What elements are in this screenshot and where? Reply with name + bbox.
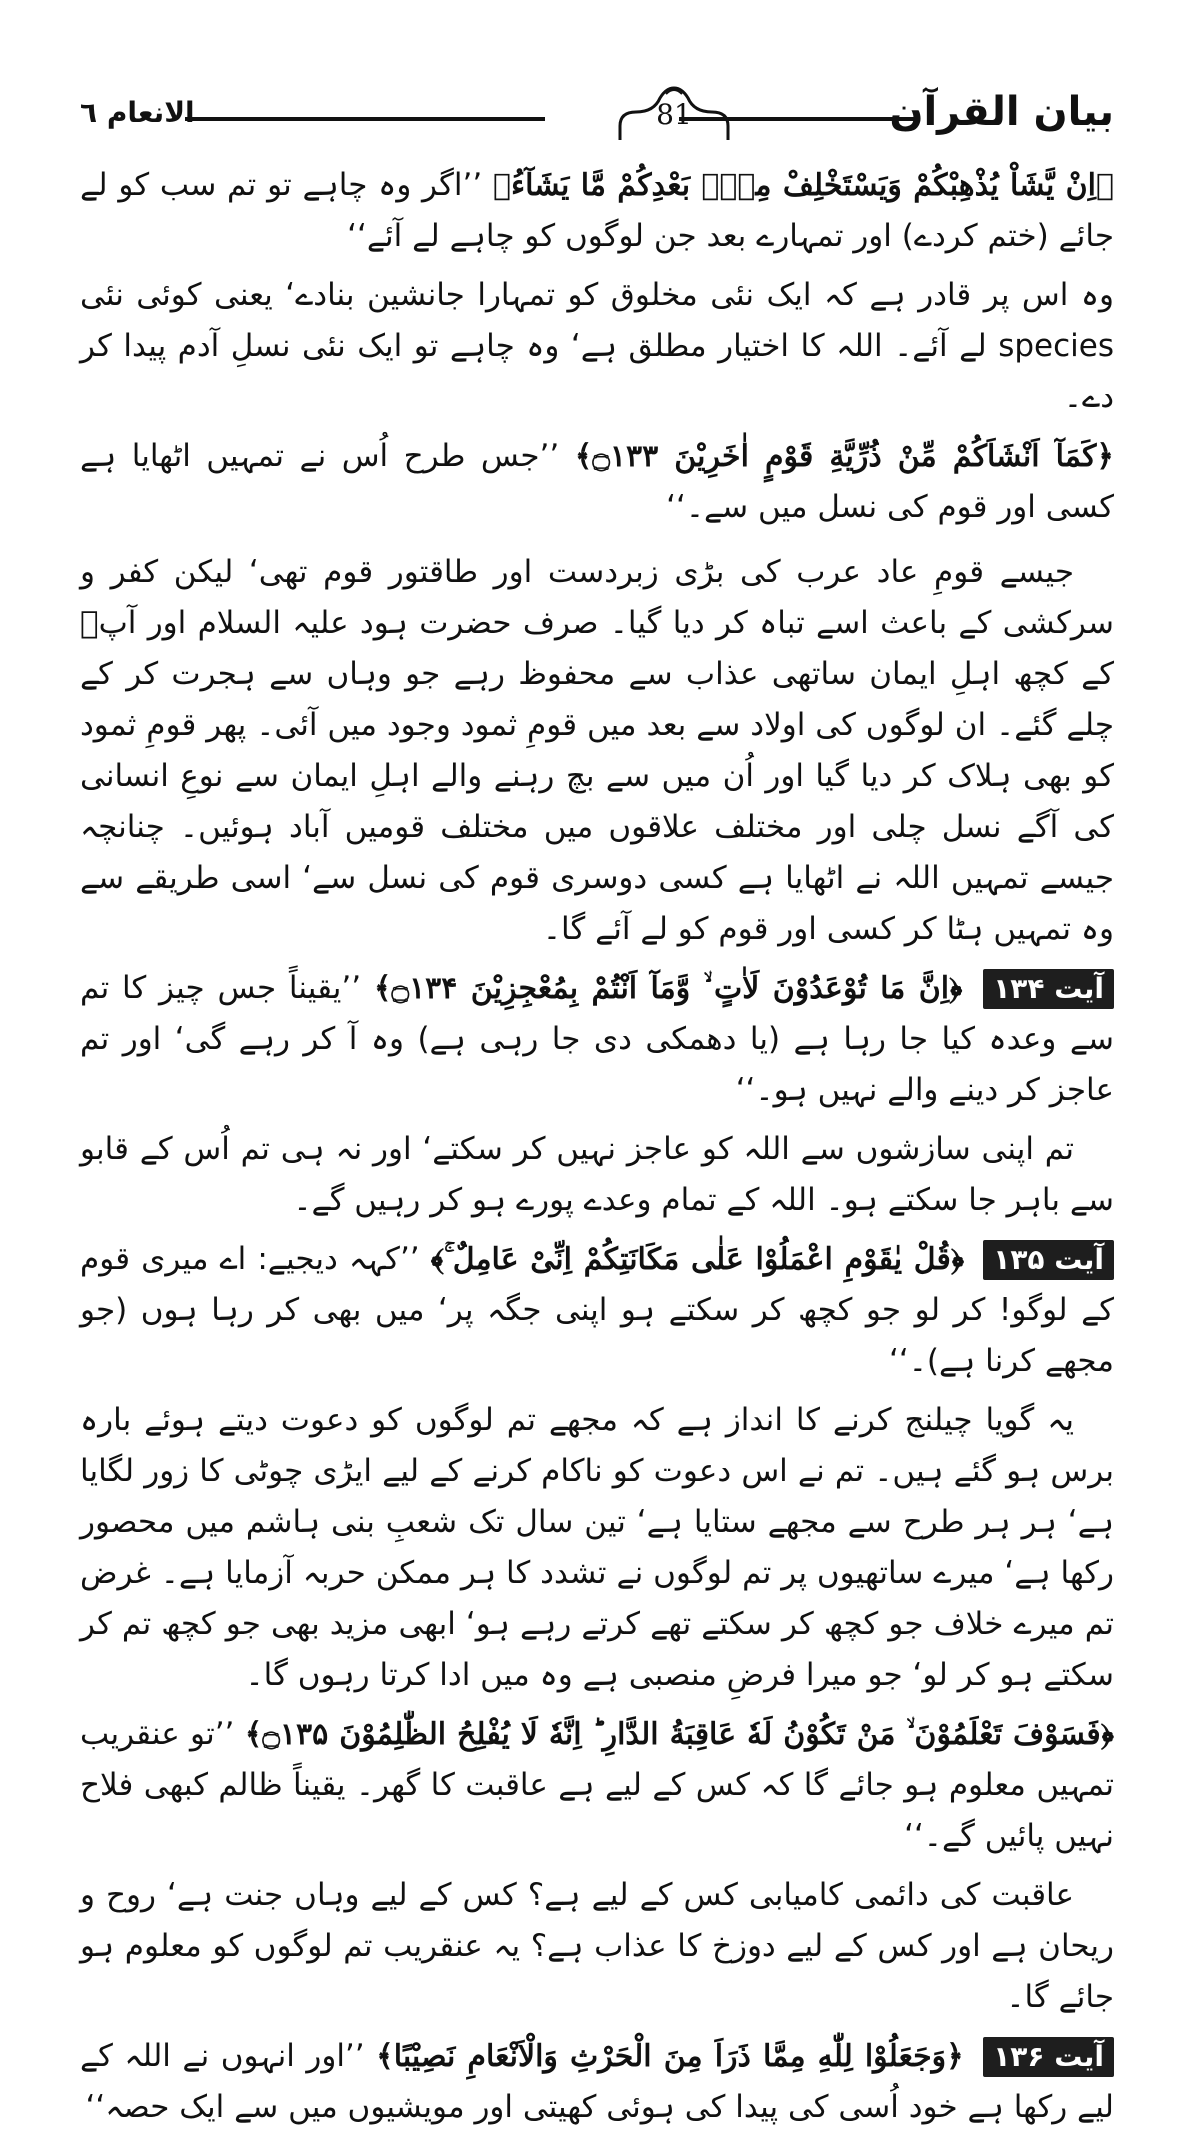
quran-verse-block xyxy=(80,2031,1114,2133)
quran-verse-block xyxy=(80,963,1114,1116)
ayah-number-tag: آیت ۱۳۴ xyxy=(983,969,1114,1009)
commentary-paragraph: جیسے قومِ عاد عرب کی بڑی زبردست اور طاقتور قوم تھی‘ لیکن کفر و سرکشی کے باعث اسے تباہ کر دیا گیا۔ صرف حضرت ہود علیہ السلام اور آپؑ کے کچھ اہلِ ایمان ساتھی عذاب سے محفوظ رہے جو وہاں سے ہجرت کر کے چلے گئے۔ ان لوگوں کی اولاد سے بعد میں قومِ ثمود وجود میں آئی۔ پھر قومِ ثمود کو بھی ہلاک کر دیا گیا اور اُن میں سے بچ رہنے والے اہلِ ایمان سے نوعِ انسانی کی آگے نسل چلی اور مختلف علاقوں میں مختلف قومیں آباد ہوئیں۔ چنانچہ جیسے تمہیں اللہ نے اٹھایا ہے کسی دوسری قوم کی نسل سے‘ اسی طریقے سے وہ تمہیں ہٹا کر کسی اور قوم کو لے آئے گا۔ xyxy=(80,554,1114,947)
verse-translation: ’’کہہ دیجیے: اے میری قوم کے لوگو! کر لو جو کچھ کر سکتے ہو اپنی جگہ پر‘ میں بھی کر رہا ہوں (جو مجھے کرنا ہے)۔‘‘ xyxy=(80,1241,1114,1379)
verse-translation: ’’تو عنقریب تمہیں معلوم ہو جائے گا کہ کس کے لیے ہے عاقبت کا گھر۔ یقیناً ظالم کبھی فلاح نہیں پائیں گے۔‘‘ xyxy=(80,1716,1114,1854)
quran-verse-block xyxy=(80,1709,1114,1862)
quran-verse-block xyxy=(80,1234,1114,1387)
page-number-badge xyxy=(614,86,734,146)
surah-name: الانعام ٦ xyxy=(80,96,195,129)
verse-translation: ’’یقیناً جس چیز کا تم سے وعدہ کیا جا رہا ہے (یا دھمکی دی جا رہی ہے) وہ آ کر رہے گی‘ اور تم عاجز کر دینے والے نہیں ہو۔‘‘ xyxy=(80,970,1114,1108)
arabic-verse: ﴿اِنَّ مَا تُوْعَدُوْنَ لَاٰتٍ ۙ وَّمَآ اَنْتُمْ بِمُعْجِزِیْنَ ۝۱۳۴﴾ xyxy=(373,971,963,1006)
arabic-verse: ﴿اِنْ یَّشَاْ یُذْهِبْكُمْ وَیَسْتَخْلِفْ مِنْۢ بَعْدِكُمْ مَّا یَشَآءُ﴾ xyxy=(493,168,1114,203)
arabic-verse: ﴿قُلْ یٰقَوْمِ اعْمَلُوْا عَلٰی مَكَانَتِكُمْ اِنِّیْ عَامِلٌ ۚ﴾ xyxy=(430,1242,965,1277)
arabic-verse: ﴿كَمَآ اَنْشَاَكُمْ مِّنْ ذُرِّیَّةِ قَوْمٍ اٰخَرِیْنَ ۝۱۳۳﴾ xyxy=(574,439,1114,474)
verse-translation: ’’اور انہوں نے اللہ کے لیے رکھا ہے خود اُسی کی پیدا کی ہوئی کھیتی اور مویشیوں میں سے ایک حصہ‘‘ xyxy=(80,2038,1114,2125)
header-rule-left xyxy=(185,117,545,121)
page-number: 81 xyxy=(656,98,692,131)
commentary-paragraph: وہ اس پر قادر ہے کہ ایک نئی مخلوق کو تمہارا جانشین بنادے‘ یعنی کوئی نئی species لے آئے۔ اللہ کا اختیار مطلق ہے‘ وہ چاہے تو ایک نئی نسلِ آدم پیدا کر دے۔ xyxy=(80,277,1114,415)
ayah-number-tag: آیت ۱۳۶ xyxy=(983,2037,1114,2077)
page-body xyxy=(80,160,1114,2133)
verse-translation: ’’اگر وہ چاہے تو تم سب کو لے جائے (ختم کردے) اور تمہارے بعد جن لوگوں کو چاہے لے آئے‘‘ xyxy=(80,167,1114,254)
arabic-verse: ﴿وَجَعَلُوْا لِلّٰهِ مِمَّا ذَرَاَ مِنَ الْحَرْثِ وَالْاَنْعَامِ نَصِیْبًا﴾ xyxy=(376,2039,964,2074)
quran-verse-block xyxy=(80,160,1114,262)
commentary-paragraph: تم اپنی سازشوں سے اللہ کو عاجز نہیں کر سکتے‘ اور نہ ہی تم اُس کے قابو سے باہر جا سکتے ہو۔ اللہ کے تمام وعدے پورے ہو کر رہیں گے۔ xyxy=(80,1131,1114,1218)
verse-translation: ’’جس طرح اُس نے تمہیں اٹھایا ہے کسی اور قوم کی نسل میں سے۔‘‘ xyxy=(80,438,1114,525)
arabic-verse: ﴿فَسَوْفَ تَعْلَمُوْنَ ۙ مَنْ تَكُوْنُ لَهٗ عَاقِبَةُ الدَّارِ ؕ اِنَّهٗ لَا یُفْلِحُ الظّٰلِمُوْنَ ۝۱۳۵﴾ xyxy=(244,1717,1114,1752)
book-title: بیان القرآن xyxy=(889,89,1114,135)
quran-verse-block xyxy=(80,431,1114,533)
page-header xyxy=(80,0,1114,160)
commentary-paragraph: یہ گویا چیلنج کرنے کا انداز ہے کہ مجھے تم لوگوں کو دعوت دیتے ہوئے بارہ برس ہو گئے ہیں۔ تم نے اس دعوت کو ناکام کرنے کے لیے ایڑی چوٹی کا زور لگایا ہے‘ ہر ہر طرح سے مجھے ستایا ہے‘ تین سال تک شعبِ بنی ہاشم میں محصور رکھا ہے‘ میرے ساتھیوں پر تم لوگوں نے تشدد کا ہر ممکن حربہ آزمایا ہے۔ غرض تم میرے خلاف جو کچھ کر سکتے تھے کرتے رہے ہو‘ ابھی مزید بھی جو کچھ تم کر سکتے ہو کر لو‘ جو میرا فرضِ منصبی ہے وہ میں ادا کرتا رہوں گا۔ xyxy=(80,1402,1114,1693)
ayah-number-tag: آیت ۱۳۵ xyxy=(983,1240,1114,1280)
commentary-paragraph: عاقبت کی دائمی کامیابی کس کے لیے ہے؟ کس کے لیے وہاں جنت ہے‘ روح و ریحان ہے اور کس کے لیے دوزخ کا عذاب ہے؟ یہ عنقریب تم لوگوں کو معلوم ہو جائے گا۔ xyxy=(80,1877,1114,2015)
